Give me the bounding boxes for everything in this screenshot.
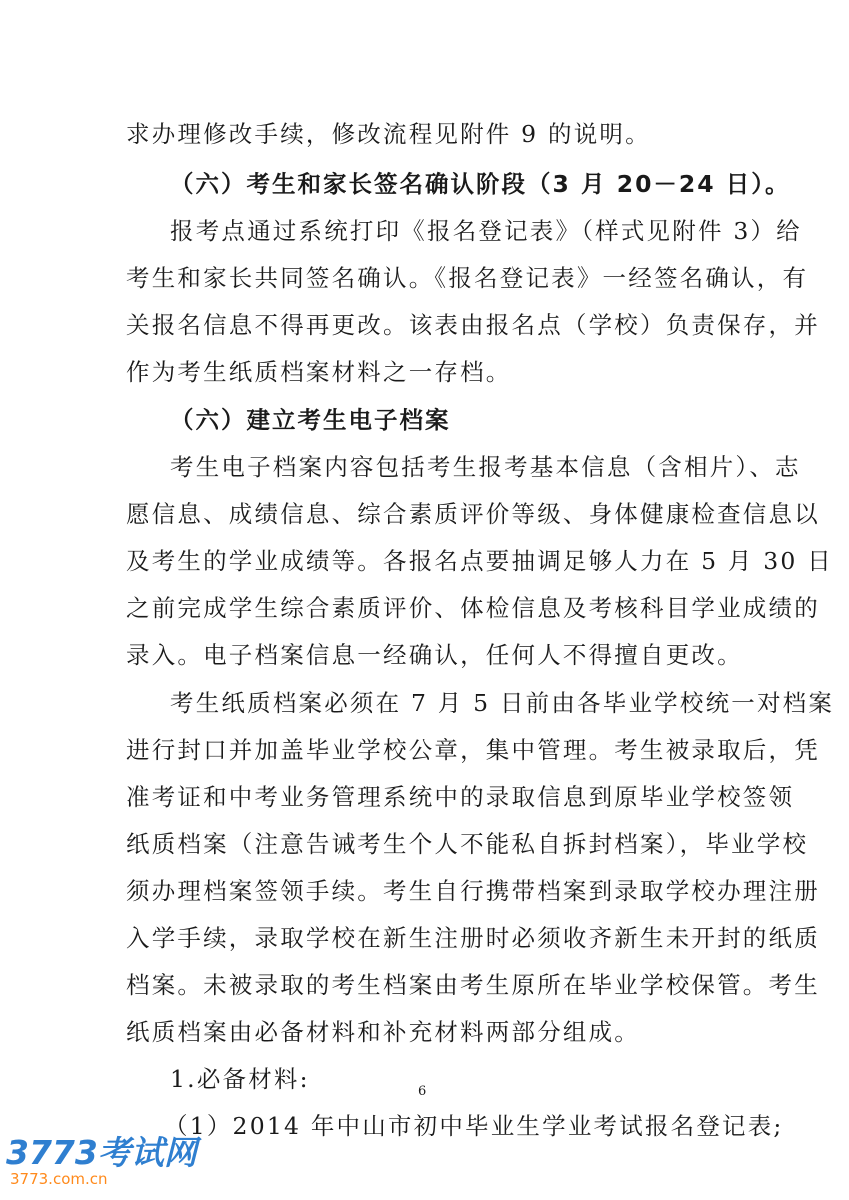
- body-text-line: 报考点通过系统打印《报名登记表》（样式见附件 3）给: [170, 217, 802, 245]
- watermark-url: 3773.com.cn: [10, 1170, 108, 1188]
- body-text-line: 之前完成学生综合素质评价、体检信息及考核科目学业成绩的: [126, 594, 820, 622]
- page-number: 6: [418, 1084, 427, 1099]
- body-text-line: 考生纸质档案必须在 7 月 5 日前由各毕业学校统一对档案: [170, 689, 835, 717]
- body-text-line: 求办理修改手续，修改流程见附件 9 的说明。: [126, 120, 651, 148]
- body-text-line: 录入。电子档案信息一经确认，任何人不得擅自更改。: [126, 641, 743, 669]
- body-text-line: 作为考生纸质档案材料之一存档。: [126, 358, 512, 386]
- body-text-line: 愿信息、成绩信息、综合素质评价等级、身体健康检查信息以: [126, 500, 820, 528]
- body-text-line: 纸质档案（注意告诫考生个人不能私自拆封档案），毕业学校: [126, 830, 809, 858]
- body-text-line: 进行封口并加盖毕业学校公章，集中管理。考生被录取后，凭: [126, 736, 820, 764]
- section-heading: （六）建立考生电子档案: [170, 406, 451, 434]
- body-text-line: 及考生的学业成绩等。各报名点要抽调足够人力在 5 月 30 日: [126, 547, 833, 575]
- body-text-line: 须办理档案签领手续。考生自行携带档案到录取学校办理注册: [126, 877, 820, 905]
- body-text-line: 档案。未被录取的考生档案由考生原所在毕业学校保管。考生: [126, 971, 820, 999]
- body-text-line: 准考证和中考业务管理系统中的录取信息到原毕业学校签领: [126, 783, 795, 811]
- body-text-line: 关报名信息不得再更改。该表由报名点（学校）负责保存，并: [126, 311, 820, 339]
- body-text-line: 考生电子档案内容包括考生报考基本信息（含相片）、志: [170, 453, 801, 481]
- body-text-line: 考生和家长共同签名确认。《报名登记表》一经签名确认，有: [126, 264, 809, 292]
- list-heading: 1.必备材料:: [170, 1065, 310, 1093]
- section-heading: （六）考生和家长签名确认阶段（3 月 20－24 日）。: [170, 170, 791, 198]
- watermark-logo[interactable]: [6, 1133, 197, 1190]
- body-text-line: 纸质档案由必备材料和补充材料两部分组成。: [126, 1018, 640, 1046]
- list-item: （1）2014 年中山市初中毕业生学业考试报名登记表;: [164, 1112, 784, 1140]
- body-text-line: 入学手续，录取学校在新生注册时必须收齐新生未开封的纸质: [126, 924, 820, 952]
- watermark-title: 3773考试网: [6, 1133, 197, 1172]
